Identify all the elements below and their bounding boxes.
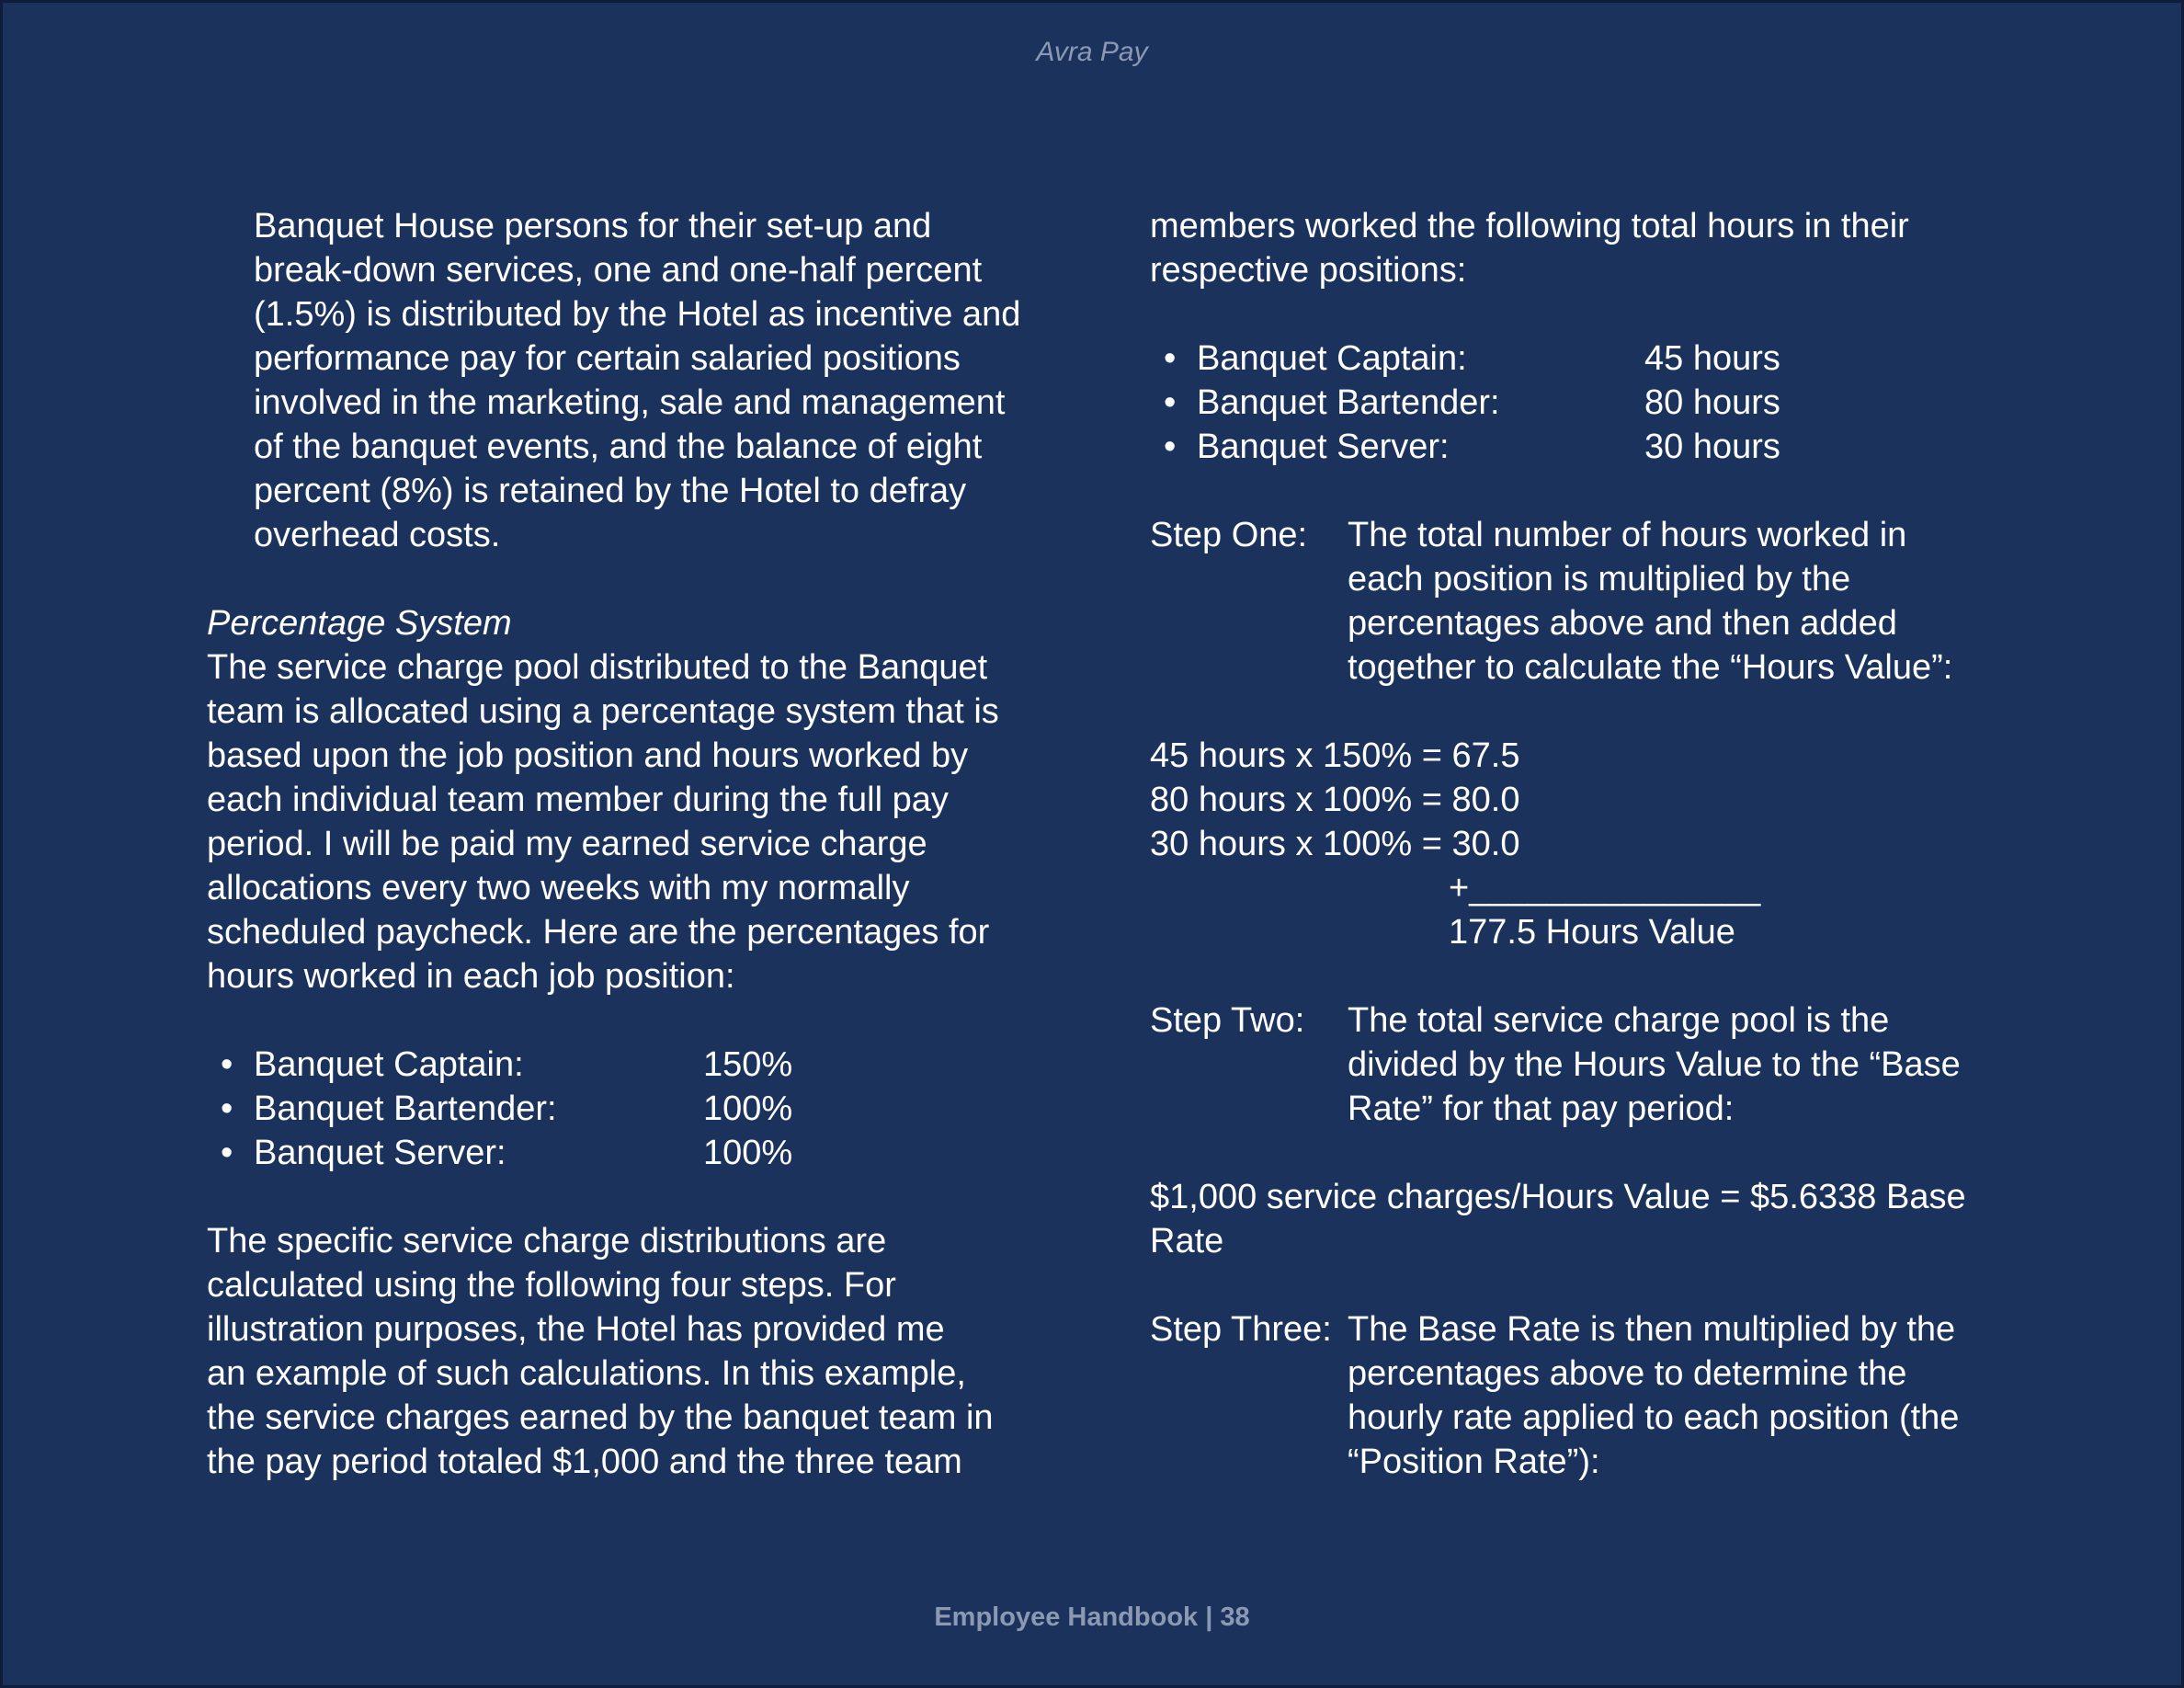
text-line: Rate” for that pay period: <box>1348 1089 1735 1128</box>
step-body <box>1348 998 2023 1131</box>
text-line: involved in the marketing, sale and management <box>254 383 1006 422</box>
intro-paragraph <box>207 204 1062 557</box>
text-line: period. I will be paid my earned service charge <box>207 825 927 863</box>
left-column <box>207 204 1062 1484</box>
text-line: allocations every two weeks with my normally <box>207 869 910 907</box>
step-label: Step Three: <box>1150 1310 1332 1349</box>
text-line: of the banquet events, and the balance of eight <box>254 428 983 466</box>
text-line: an example of such calculations. In this example, <box>207 1354 966 1393</box>
percentage-system-paragraph <box>207 645 1062 998</box>
text-line: (1.5%) is distributed by the Hotel as incentive and <box>254 295 1021 334</box>
position-label: Banquet Bartender: <box>254 1089 557 1128</box>
text-line: team is allocated using a percentage system that is <box>207 692 999 731</box>
text-line: The service charge pool distributed to the Banquet <box>207 648 988 687</box>
step-one <box>1150 513 2023 690</box>
text-line: together to calculate the “Hours Value”: <box>1348 648 1953 687</box>
text-line: The Base Rate is then multiplied by the <box>1348 1310 1956 1349</box>
hours-calculation <box>1150 734 2023 954</box>
step-label: Step Two: <box>1150 1001 1305 1040</box>
step-label: Step One: <box>1150 516 1308 554</box>
position-label: Banquet Server: <box>254 1134 506 1172</box>
bullet-icon: • <box>1164 383 1177 422</box>
text-line: overhead costs. <box>254 516 501 554</box>
calc-line: 80 hours x 100% = 80.0 <box>1150 781 1520 819</box>
calc-total: 177.5 Hours Value <box>1449 913 1735 952</box>
section-heading: Percentage System <box>207 604 512 643</box>
hours-value: 80 hours <box>1644 383 1780 422</box>
text-line: percentages above to determine the <box>1348 1354 1907 1393</box>
step-three <box>1150 1307 2023 1484</box>
list-item <box>207 1043 1062 1087</box>
list-item <box>1150 381 2023 425</box>
text-line: The total service charge pool is the <box>1348 1001 1890 1040</box>
text-line: the pay period totaled $1,000 and the three team <box>207 1443 962 1481</box>
text-line: scheduled paycheck. Here are the percentages for <box>207 913 990 952</box>
base-rate-calculation <box>1150 1175 2023 1263</box>
right-column <box>1150 204 2023 1484</box>
bullet-icon: • <box>1164 428 1177 466</box>
step-two <box>1150 998 2023 1131</box>
text-line: Rate <box>1150 1222 1224 1260</box>
text-line: Banquet House persons for their set-up and <box>254 207 932 245</box>
running-header: Avra Pay <box>1036 37 1148 67</box>
list-item <box>207 1087 1062 1131</box>
text-line: $1,000 service charges/Hours Value = $5.6338 Base <box>1150 1178 1966 1216</box>
text-line: The total number of hours worked in <box>1348 516 1907 554</box>
list-item <box>1150 425 2023 469</box>
text-line: hourly rate applied to each position (the <box>1348 1398 1960 1437</box>
text-line: each individual team member during the full pay <box>207 781 949 819</box>
bullet-icon: • <box>221 1089 233 1128</box>
percentage-value: 100% <box>703 1134 793 1172</box>
percentage-value: 100% <box>703 1089 793 1128</box>
position-label: Banquet Captain: <box>1197 339 1467 378</box>
position-label: Banquet Bartender: <box>1197 383 1500 422</box>
text-line: each position is multiplied by the <box>1348 560 1851 599</box>
text-line: divided by the Hours Value to the “Base <box>1348 1045 1961 1084</box>
text-line: calculated using the following four steps. For <box>207 1266 896 1305</box>
bullet-icon: • <box>1164 339 1177 378</box>
calc-line: 30 hours x 100% = 30.0 <box>1150 825 1520 863</box>
text-line: the service charges earned by the banquet team in <box>207 1398 994 1437</box>
continued-paragraph <box>1150 204 2023 292</box>
text-line: respective positions: <box>1150 251 1467 290</box>
position-label: Banquet Server: <box>1197 428 1450 466</box>
text-line: members worked the following total hours in their <box>1150 207 1909 245</box>
text-line: percentages above and then added <box>1348 604 1897 643</box>
percentage-value: 150% <box>703 1045 793 1084</box>
hours-value: 45 hours <box>1644 339 1780 378</box>
text-line: hours worked in each job position: <box>207 957 735 996</box>
position-label: Banquet Captain: <box>254 1045 524 1084</box>
text-line: based upon the job position and hours worked by <box>207 736 969 775</box>
text-line: break-down services, one and one-half percent <box>254 251 983 290</box>
list-item <box>1150 336 2023 381</box>
bullet-icon: • <box>221 1134 233 1172</box>
steps-intro-paragraph <box>207 1219 1062 1484</box>
hours-value: 30 hours <box>1644 428 1780 466</box>
page-footer: Employee Handbook | 38 <box>934 1602 1250 1632</box>
text-line: The specific service charge distributions are <box>207 1222 887 1260</box>
calc-line: 45 hours x 150% = 67.5 <box>1150 736 1520 775</box>
list-item <box>207 1131 1062 1175</box>
text-line: percent (8%) is retained by the Hotel to defray <box>254 472 967 510</box>
step-body <box>1348 1307 2023 1484</box>
calc-sum-line: +_______________ <box>1449 869 1761 907</box>
bullet-icon: • <box>221 1045 233 1084</box>
text-line: “Position Rate”): <box>1348 1443 1600 1481</box>
text-line: performance pay for certain salaried positions <box>254 339 961 378</box>
step-body <box>1348 513 2023 690</box>
percentage-list <box>207 1043 1062 1175</box>
hours-list <box>1150 336 2023 469</box>
text-line: illustration purposes, the Hotel has provided me <box>207 1310 945 1349</box>
